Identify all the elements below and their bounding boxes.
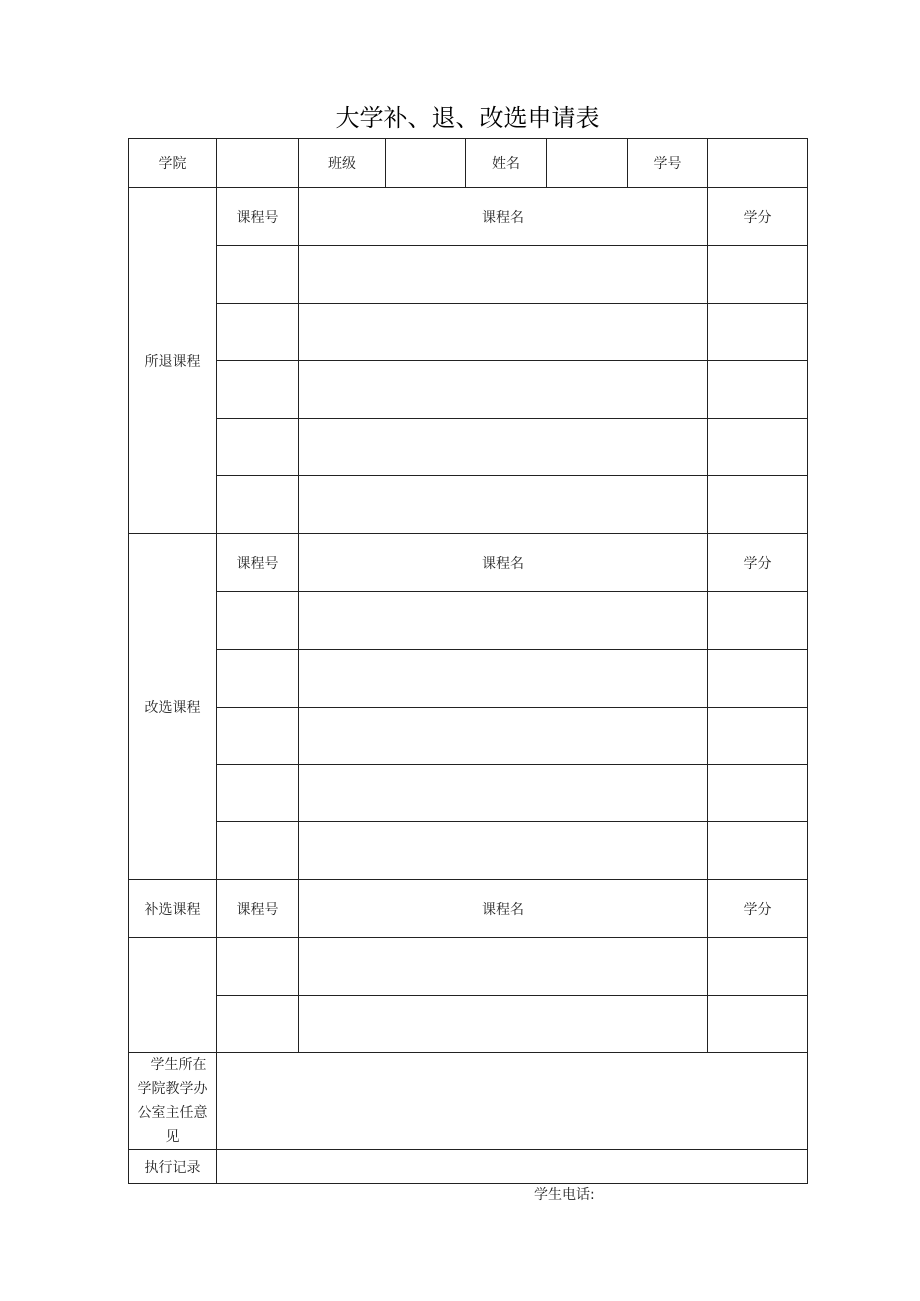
- change-header-row: [129, 534, 808, 592]
- add-course-no-cell[interactable]: [217, 938, 299, 996]
- approval-label: [129, 1053, 217, 1150]
- add-course-name-cell[interactable]: [299, 938, 708, 996]
- class-label: 班级: [299, 139, 386, 188]
- withdraw-course-no-cell[interactable]: [217, 361, 299, 419]
- withdraw-course-name-cell[interactable]: [299, 476, 708, 534]
- change-course-no-cell[interactable]: [217, 708, 299, 765]
- change-credit-header: 学分: [708, 534, 808, 592]
- withdraw-course-no-cell[interactable]: [217, 246, 299, 304]
- change-row: [129, 822, 808, 880]
- college-label: 学院: [129, 139, 217, 188]
- change-row: [129, 592, 808, 650]
- class-input[interactable]: [386, 139, 466, 188]
- change-row: [129, 650, 808, 708]
- add-row: [129, 938, 808, 996]
- withdraw-course-name-cell[interactable]: [299, 304, 708, 361]
- withdraw-course-name-cell[interactable]: [299, 246, 708, 304]
- student-info-row: [129, 139, 808, 188]
- withdraw-row: [129, 419, 808, 476]
- change-credit-cell[interactable]: [708, 765, 808, 822]
- change-course-name-cell[interactable]: [299, 708, 708, 765]
- record-row: [129, 1150, 808, 1184]
- change-course-no-cell[interactable]: [217, 822, 299, 880]
- student-id-label: 学号: [628, 139, 708, 188]
- withdraw-row: [129, 476, 808, 534]
- withdraw-section-label: 所退课程: [129, 188, 217, 534]
- name-label: 姓名: [466, 139, 547, 188]
- approval-label-line: 见: [165, 1129, 180, 1145]
- withdraw-course-no-cell[interactable]: [217, 304, 299, 361]
- change-credit-cell[interactable]: [708, 822, 808, 880]
- change-course-name-cell[interactable]: [299, 822, 708, 880]
- form-title: 大学补、退、改选申请表: [335, 104, 600, 132]
- record-label: 执行记录: [129, 1150, 217, 1184]
- withdraw-course-name-cell[interactable]: [299, 361, 708, 419]
- withdraw-credit-cell[interactable]: [708, 361, 808, 419]
- change-course-name-cell[interactable]: [299, 765, 708, 822]
- change-row: [129, 708, 808, 765]
- withdraw-credit-header: 学分: [708, 188, 808, 246]
- change-course-name-cell[interactable]: [299, 650, 708, 708]
- change-credit-cell[interactable]: [708, 592, 808, 650]
- name-input[interactable]: [547, 139, 628, 188]
- change-credit-cell[interactable]: [708, 708, 808, 765]
- add-section-blank: [129, 938, 217, 1053]
- withdraw-credit-cell[interactable]: [708, 476, 808, 534]
- change-course-no-cell[interactable]: [217, 592, 299, 650]
- withdraw-course-no-cell[interactable]: [217, 476, 299, 534]
- change-course-name-header: 课程名: [299, 534, 708, 592]
- withdraw-course-no-header: 课程号: [217, 188, 299, 246]
- add-credit-cell[interactable]: [708, 996, 808, 1053]
- approval-label-line: 学生所在: [150, 1057, 207, 1073]
- student-phone-label: 学生电话:: [534, 1187, 595, 1203]
- change-course-name-cell[interactable]: [299, 592, 708, 650]
- withdraw-credit-cell[interactable]: [708, 246, 808, 304]
- approval-label-line: 公室主任意: [137, 1105, 208, 1121]
- add-course-no-header: 课程号: [217, 880, 299, 938]
- withdraw-header-row: [129, 188, 808, 246]
- add-header-row: [129, 880, 808, 938]
- withdraw-row: [129, 361, 808, 419]
- add-course-name-cell[interactable]: [299, 996, 708, 1053]
- withdraw-row: [129, 246, 808, 304]
- withdraw-course-name-header: 课程名: [299, 188, 708, 246]
- approval-row: [129, 1053, 808, 1150]
- withdraw-course-name-cell[interactable]: [299, 419, 708, 476]
- add-section-label: 补选课程: [129, 880, 217, 938]
- approval-label-line: 学院教学办: [137, 1081, 208, 1097]
- student-id-input[interactable]: [708, 139, 808, 188]
- add-course-name-header: 课程名: [299, 880, 708, 938]
- change-course-no-header: 课程号: [217, 534, 299, 592]
- record-input[interactable]: [217, 1150, 808, 1184]
- withdraw-course-no-cell[interactable]: [217, 419, 299, 476]
- change-credit-cell[interactable]: [708, 650, 808, 708]
- change-section-label: 改选课程: [129, 534, 217, 880]
- application-form-table: [128, 138, 808, 1184]
- withdraw-credit-cell[interactable]: [708, 304, 808, 361]
- withdraw-row: [129, 304, 808, 361]
- college-input[interactable]: [217, 139, 299, 188]
- change-row: [129, 765, 808, 822]
- add-credit-cell[interactable]: [708, 938, 808, 996]
- withdraw-credit-cell[interactable]: [708, 419, 808, 476]
- change-course-no-cell[interactable]: [217, 650, 299, 708]
- approval-input[interactable]: [217, 1053, 808, 1150]
- add-row: [129, 996, 808, 1053]
- add-course-no-cell[interactable]: [217, 996, 299, 1053]
- add-credit-header: 学分: [708, 880, 808, 938]
- change-course-no-cell[interactable]: [217, 765, 299, 822]
